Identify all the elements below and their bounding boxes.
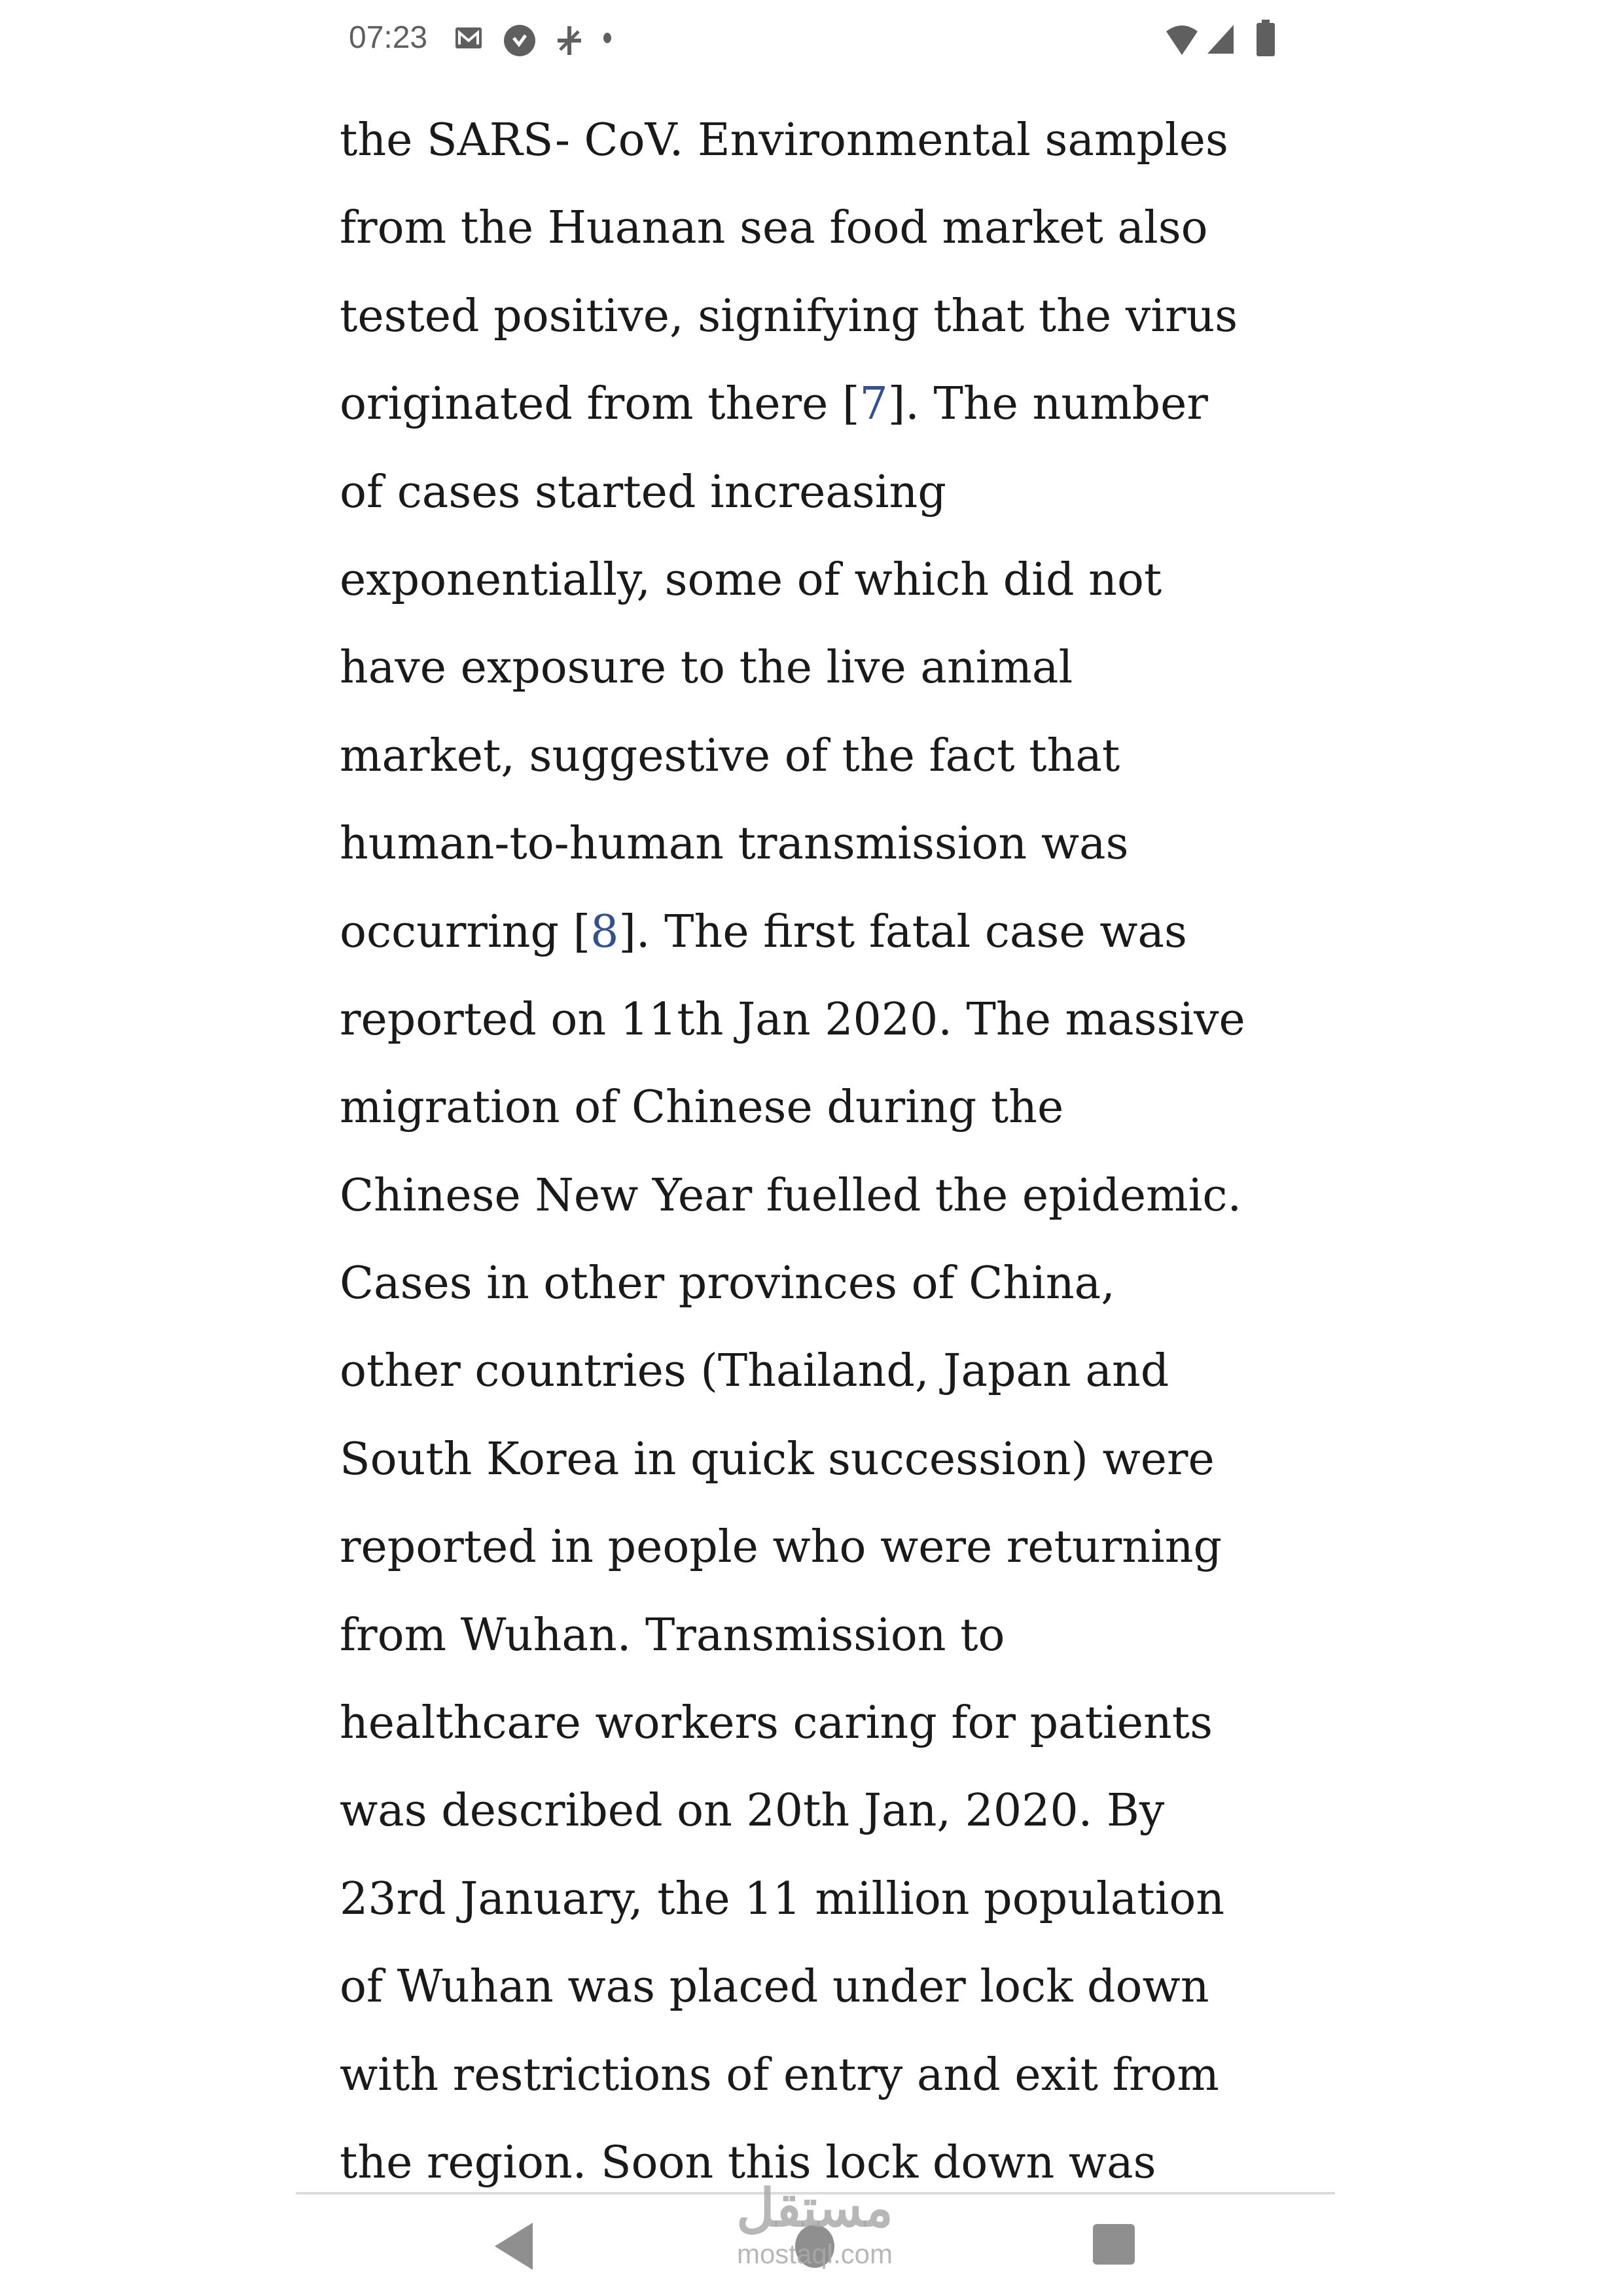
gmail-icon: [454, 24, 483, 52]
text-segment: reported on 11th Jan 2020. The massive: [340, 993, 1245, 1046]
text-line: [340, 1680, 1321, 1767]
text-segment: exponentially, some of which did not: [340, 554, 1162, 606]
text-line: [340, 1064, 1321, 1152]
text-segment: tested positive, signifying that the virus: [340, 290, 1238, 342]
sync-circle-icon: [503, 24, 537, 58]
text-segment: the SARS- CoV. Environmental samples: [340, 115, 1228, 166]
text-line: [340, 1856, 1321, 1943]
text-line: [340, 1504, 1321, 1591]
text-segment: have exposure to the live animal: [340, 642, 1073, 694]
dot-icon: [602, 31, 613, 44]
text-line: [340, 273, 1321, 361]
text-line: [340, 185, 1321, 272]
recents-button[interactable]: [1092, 2221, 1136, 2267]
text-segment: was described on 20th Jan, 2020. By: [340, 1785, 1165, 1837]
text-line: [340, 361, 1321, 448]
citation-link[interactable]: 7: [859, 378, 888, 431]
text-line: [340, 1416, 1321, 1504]
text-segment: ]. The first fatal case was: [618, 906, 1187, 958]
text-segment: Chinese New Year fuelled the epidemic.: [340, 1169, 1242, 1222]
text-segment: reported in people who were returning: [340, 1521, 1222, 1574]
text-segment: migration of Chinese during the: [340, 1082, 1064, 1134]
text-segment: healthcare workers caring for patients: [340, 1697, 1213, 1750]
text-line: [340, 2032, 1321, 2119]
signal-icon: [1206, 24, 1235, 55]
text-segment: the region. Soon this lock down was: [340, 2136, 1156, 2189]
text-line: [340, 537, 1321, 624]
text-line: [340, 889, 1321, 976]
watermark-latin: mostaql.com: [736, 2238, 893, 2269]
text-segment: of cases started increasing: [340, 466, 946, 518]
watermark: [717, 2179, 913, 2270]
text-segment: occurring [: [340, 906, 591, 958]
status-time: 07:23: [349, 20, 428, 55]
text-segment: 23rd January, the 11 million population: [340, 1873, 1225, 1925]
text-segment: of Wuhan was placed under lock down: [340, 1961, 1209, 2013]
text-segment: South Korea in quick succession) were: [340, 1433, 1215, 1485]
text-line: [340, 1943, 1321, 2031]
text-segment: with restrictions of entry and exit from: [340, 2049, 1219, 2101]
wifi-icon: [1165, 24, 1199, 56]
text-line: [340, 449, 1321, 537]
text-segment: Cases in other provinces of China,: [340, 1258, 1115, 1310]
text-line: [340, 800, 1321, 888]
status-bar: [0, 0, 1623, 79]
text-segment: ]. The number: [887, 378, 1208, 431]
battery-icon: [1257, 20, 1275, 56]
text-segment: from the Huanan sea food market also: [340, 202, 1208, 255]
text-line: [340, 713, 1321, 800]
text-segment: human-to-human transmission was: [340, 818, 1129, 870]
watermark-arabic: مستقل: [736, 2179, 893, 2237]
text-segment: market, suggestive of the fact that: [340, 730, 1120, 782]
citation-link[interactable]: 8: [590, 906, 619, 958]
text-line: [340, 1152, 1321, 1240]
text-line: [340, 1592, 1321, 1680]
text-line: [340, 97, 1321, 185]
text-line: [340, 1328, 1321, 1415]
pinwheel-icon: [555, 24, 584, 58]
article-body: [340, 97, 1321, 2207]
text-segment: other countries (Thailand, Japan and: [340, 1345, 1169, 1398]
text-line: [340, 1767, 1321, 1855]
text-segment: originated from there [: [340, 378, 860, 431]
text-line: [340, 1240, 1321, 1328]
text-line: [340, 976, 1321, 1064]
text-line: [340, 624, 1321, 712]
back-button[interactable]: [492, 2221, 538, 2271]
text-segment: from Wuhan. Transmission to: [340, 1609, 1005, 1661]
